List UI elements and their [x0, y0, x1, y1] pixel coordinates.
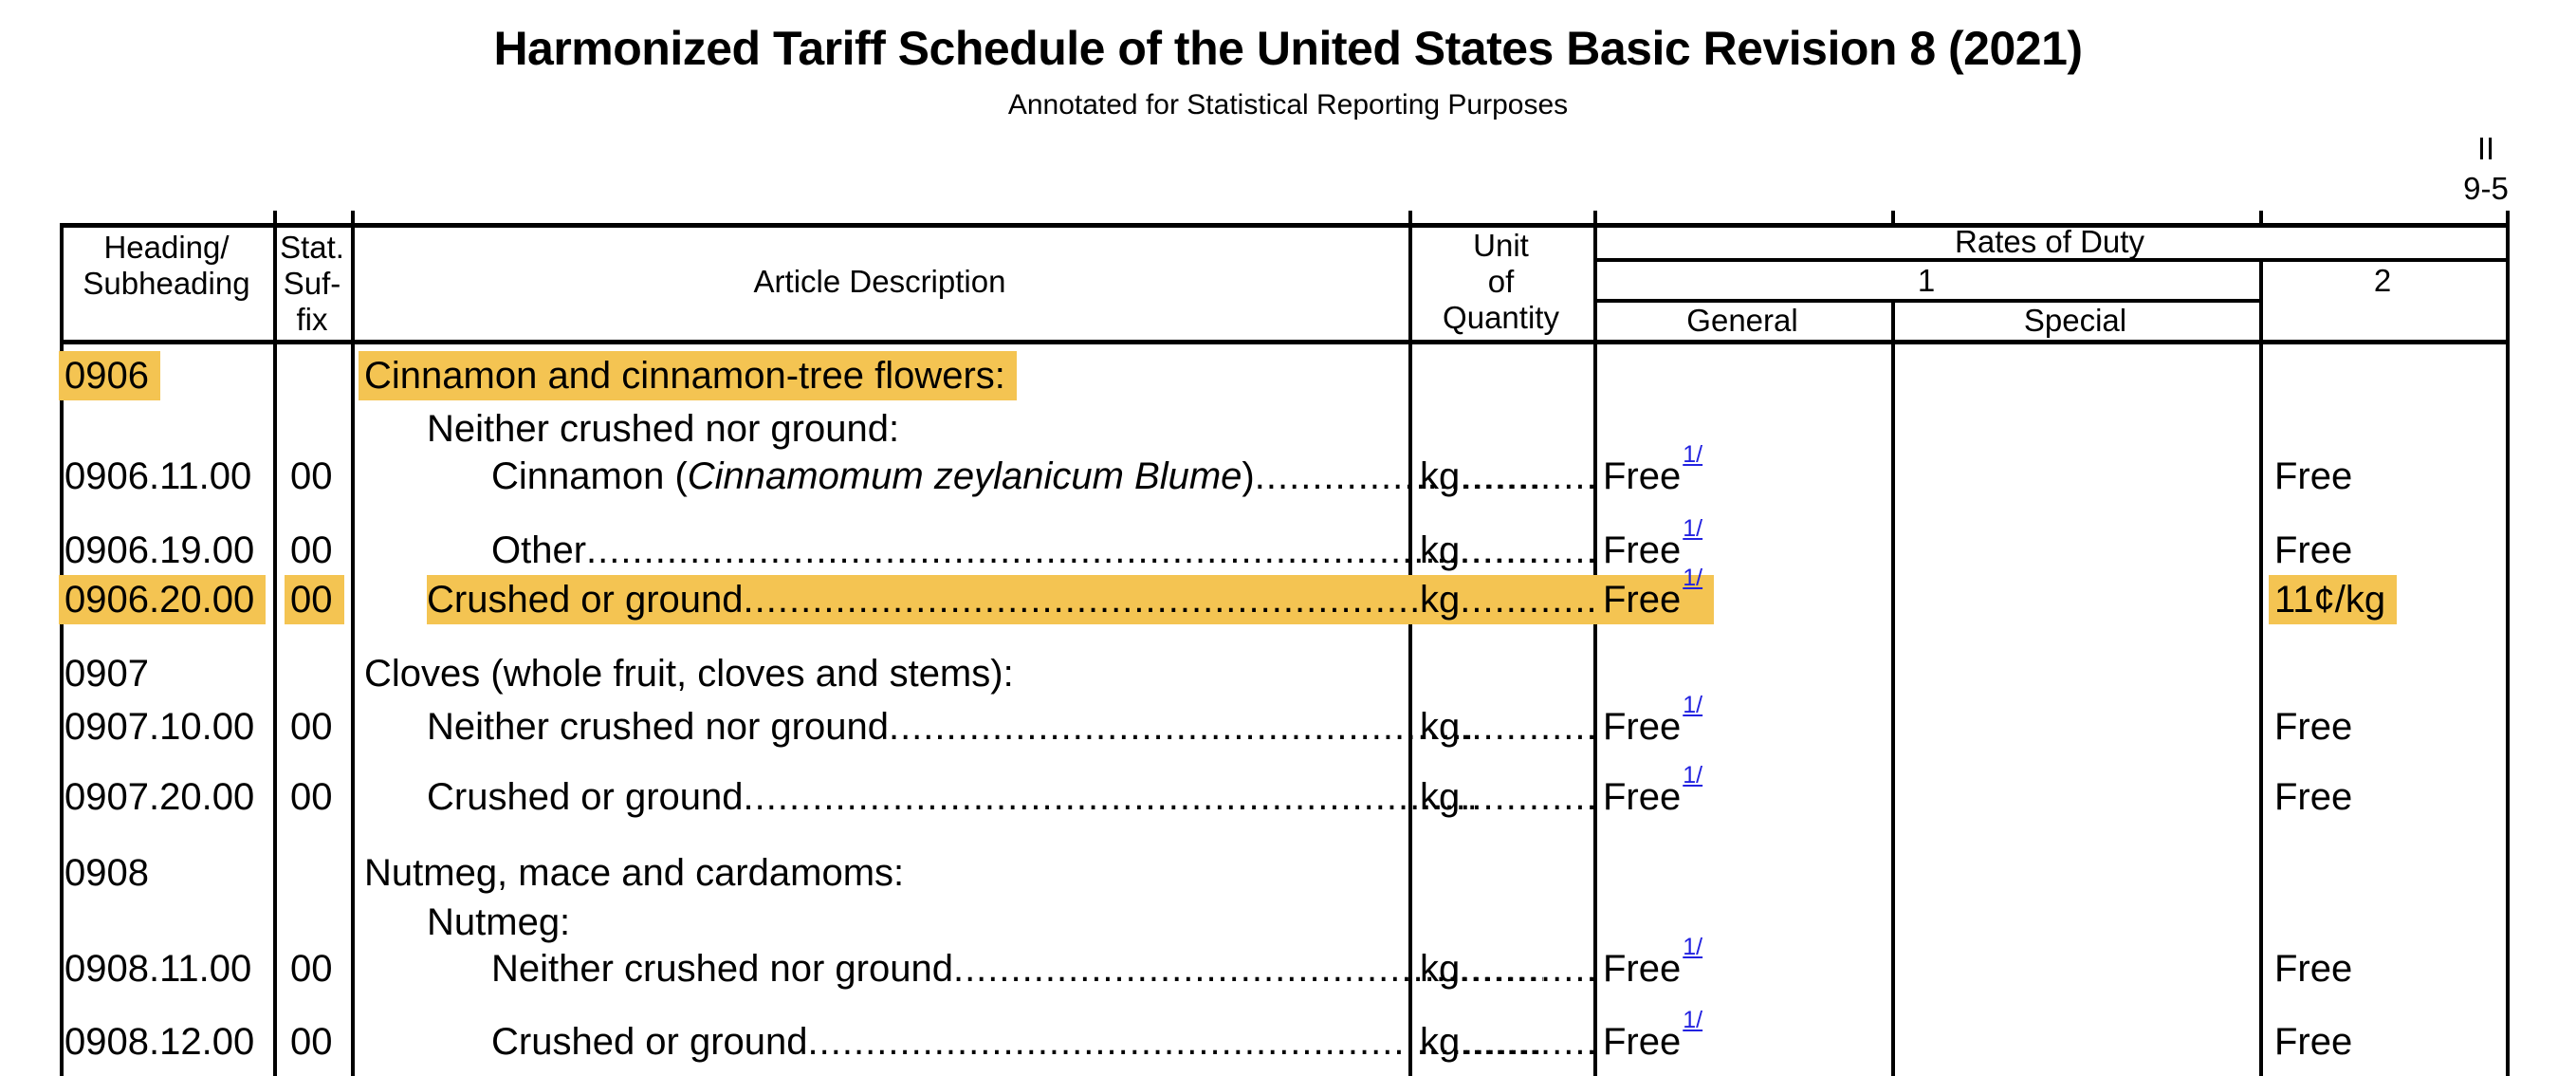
- description-text: Neither crushed nor ground: [491, 948, 953, 990]
- row-heading: [60, 351, 275, 400]
- row-unit: [1410, 526, 1599, 575]
- table-row: [0, 761, 2576, 822]
- description-text: Nutmeg, mace and cardamoms:: [364, 852, 905, 894]
- tick-special-rate2: [2259, 211, 2263, 224]
- dot-leader: [744, 772, 1479, 822]
- header-article-description: Article Description: [753, 264, 1006, 299]
- dot-leader: [1460, 772, 1599, 822]
- row-heading: 0907.20.00: [64, 776, 255, 818]
- row-rate-general: [1593, 691, 1897, 751]
- row-description: [353, 649, 1416, 698]
- page-number: 9-5: [2463, 171, 2509, 206]
- search-highlight: 0906.20.00: [59, 575, 266, 624]
- dot-leader: [889, 702, 1479, 751]
- row-description: [353, 898, 1479, 947]
- row-heading: 0907.10.00: [64, 706, 255, 748]
- header-rates-special: Special: [2023, 303, 2127, 338]
- footnote-link[interactable]: 1/: [1683, 761, 1703, 788]
- search-highlight: 00: [285, 575, 344, 624]
- description-text: ): [1242, 455, 1255, 497]
- row-unit: [1410, 575, 1599, 624]
- row-description: [353, 944, 1543, 993]
- footnote-link[interactable]: 1/: [1683, 691, 1703, 718]
- description-text: Nutmeg:: [427, 901, 571, 943]
- rate-text: Free: [1603, 579, 1682, 621]
- table-row: [0, 440, 2576, 501]
- search-highlight: [1597, 564, 1714, 624]
- description-text: Crushed or ground: [491, 1021, 808, 1063]
- row-rate-general: [1593, 440, 1897, 501]
- row-description: [353, 702, 1479, 751]
- unit-text: kg: [1420, 776, 1461, 818]
- footnote-link[interactable]: 1/: [1683, 514, 1703, 542]
- header-unit-line3: Quantity: [1443, 300, 1559, 335]
- header-unit-line1: Unit: [1473, 228, 1529, 263]
- description-text: Crushed or ground: [427, 579, 744, 621]
- dot-leader: [1460, 702, 1599, 751]
- rate-text: Free: [1603, 706, 1682, 748]
- footnote-link[interactable]: 1/: [1683, 564, 1703, 591]
- table-row: [0, 933, 2576, 993]
- unit-text: kg: [1420, 706, 1461, 748]
- table-row: [0, 351, 2576, 400]
- search-highlight: Cinnamon and cinnamon-tree flowers:: [359, 351, 1017, 400]
- row-description: [353, 526, 1543, 575]
- row-rate-general: [1593, 1006, 1897, 1067]
- footnote-link[interactable]: 1/: [1683, 1006, 1703, 1033]
- header-unit-line2: of: [1487, 264, 1515, 299]
- row-stat-suffix: 00: [290, 706, 333, 748]
- header-stat-line1: Stat.: [280, 230, 344, 265]
- table-row: [0, 1006, 2576, 1067]
- row-heading: 0906.11.00: [64, 455, 252, 497]
- description-text: Neither crushed nor ground: [427, 706, 889, 748]
- row-heading: 0908: [64, 852, 149, 894]
- dot-leader: [1460, 452, 1599, 501]
- footnote-link[interactable]: 1/: [1683, 933, 1703, 960]
- dot-leader: [1460, 944, 1599, 993]
- header-heading-subheading: [60, 230, 273, 302]
- header-stat-line3: fix: [296, 302, 328, 337]
- unit-text: kg: [1420, 579, 1461, 621]
- row-rate-2: Free: [2274, 776, 2353, 818]
- row-rate-general: [1593, 564, 1897, 624]
- row-heading: 0908.11.00: [64, 948, 252, 990]
- row-heading: 0906.19.00: [64, 529, 255, 571]
- header-rates-col2: 2: [2373, 263, 2392, 298]
- row-rate-general: [1593, 514, 1897, 575]
- table-row: [0, 404, 2576, 454]
- row-unit: [1410, 772, 1599, 822]
- search-highlight: [427, 575, 1479, 624]
- row-unit: [1410, 1017, 1599, 1067]
- table-row: [0, 691, 2576, 751]
- row-stat-suffix: [277, 575, 357, 624]
- row-description: [353, 848, 1416, 898]
- header-rates-general: General: [1686, 303, 1798, 338]
- table-row: [0, 564, 2576, 624]
- row-stat-suffix: 00: [290, 455, 333, 497]
- row-heading: [60, 575, 275, 624]
- row-rate-2: Free: [2274, 455, 2353, 497]
- row-rate-2: Free: [2274, 948, 2353, 990]
- dot-leader: [1460, 575, 1599, 624]
- tick-general-special: [1891, 211, 1895, 224]
- row-rate-2: Free: [2274, 529, 2353, 571]
- row-rate-2: [2259, 575, 2517, 624]
- row-description: [353, 575, 1479, 624]
- row-unit: [1410, 452, 1599, 501]
- header-rates-col1: 1: [1917, 263, 1936, 298]
- row-description: [353, 452, 1543, 501]
- header-unit-of-quantity: [1408, 228, 1593, 336]
- row-stat-suffix: 00: [290, 776, 333, 818]
- table-row: [0, 848, 2576, 898]
- header-stat-suffix: [273, 230, 351, 338]
- row-description: [353, 404, 1479, 454]
- description-text: Cinnamon (: [491, 455, 688, 497]
- rate-text: Free: [1603, 455, 1682, 497]
- row-unit: [1410, 944, 1599, 993]
- unit-text: kg: [1420, 948, 1461, 990]
- header-heading-line2: Subheading: [83, 266, 250, 301]
- row-stat-suffix: 00: [290, 948, 333, 990]
- row-description: [353, 772, 1479, 822]
- header-heading-line1: Heading/: [103, 230, 230, 265]
- rate-text: Free: [1603, 1021, 1682, 1063]
- document-subtitle: Annotated for Statistical Reporting Purposes: [1007, 89, 1569, 121]
- unit-text: kg: [1420, 455, 1461, 497]
- row-stat-suffix: 00: [290, 1021, 333, 1063]
- document-title: Harmonized Tariff Schedule of the United States Basic Revision 8 (2021): [493, 22, 2083, 75]
- description-text: Crushed or ground: [427, 776, 744, 818]
- row-description: [353, 1017, 1543, 1067]
- rate-text: Free: [1603, 776, 1682, 818]
- table-header-bottom-border: [60, 340, 2510, 344]
- row-description: [353, 351, 1416, 400]
- row-rate-general: [1593, 933, 1897, 993]
- header-rates-of-duty: Rates of Duty: [1955, 224, 2144, 259]
- row-rate-2: Free: [2274, 1021, 2353, 1063]
- table-row: [0, 898, 2576, 947]
- search-highlight: 11¢/kg: [2269, 575, 2397, 624]
- rate-text: Free: [1603, 948, 1682, 990]
- row-rate-2: Free: [2274, 706, 2353, 748]
- rate-text: Free: [1603, 529, 1682, 571]
- description-scientific-name: Cinnamomum zeylanicum Blume: [687, 455, 1242, 497]
- footnote-link[interactable]: 1/: [1683, 440, 1703, 468]
- row-unit: [1410, 702, 1599, 751]
- dot-leader: [744, 575, 1479, 624]
- table-row: [0, 514, 2576, 575]
- description-text: Neither crushed nor ground:: [427, 408, 900, 450]
- search-highlight: [1420, 575, 1599, 624]
- unit-text: kg: [1420, 1021, 1461, 1063]
- dot-leader: [1460, 526, 1599, 575]
- section-roman-numeral: II: [2476, 131, 2495, 166]
- row-heading: 0907: [64, 653, 149, 695]
- description-text: Cloves (whole fruit, cloves and stems):: [364, 653, 1014, 695]
- dot-leader: [586, 526, 1543, 575]
- row-rate-general: [1593, 761, 1897, 822]
- row-heading: 0908.12.00: [64, 1021, 255, 1063]
- unit-text: kg: [1420, 529, 1461, 571]
- description-text: Other: [491, 529, 587, 571]
- search-highlight: 0906: [59, 351, 160, 400]
- header-stat-line2: Suf-: [283, 266, 341, 301]
- row-stat-suffix: 00: [290, 529, 333, 571]
- table-row: [0, 649, 2576, 698]
- dot-leader: [1460, 1017, 1599, 1067]
